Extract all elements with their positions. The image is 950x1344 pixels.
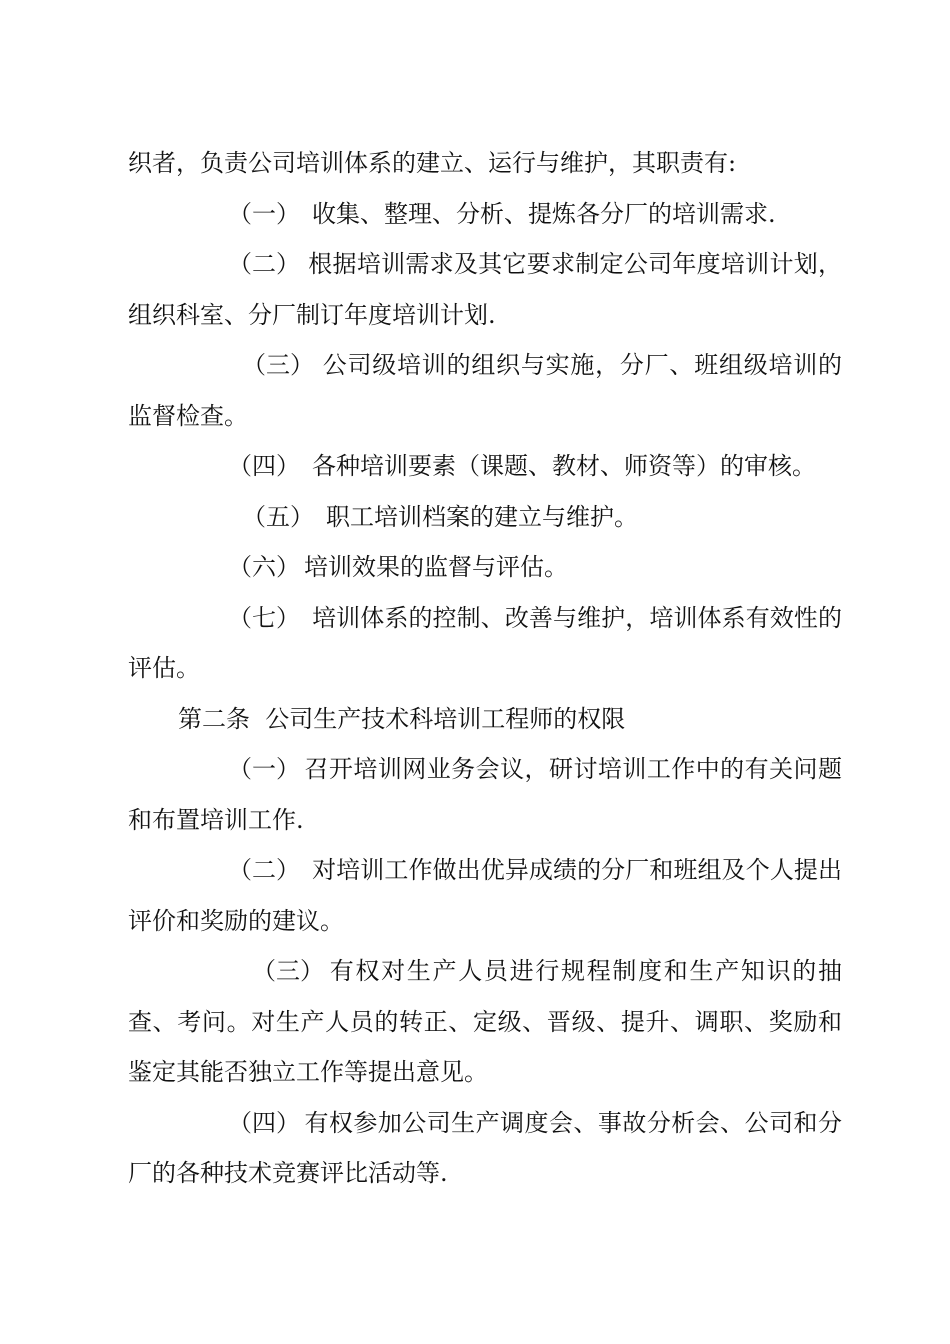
duty-item-6 [128, 542, 842, 593]
duty-item-1 [128, 189, 842, 240]
item-text: 根据培训需求及其它要求制定公司年度培训计划，组织科室、分厂制订年度培训计划. [128, 250, 842, 329]
duty-item-5 [128, 492, 842, 543]
article-heading [128, 694, 842, 745]
authority-item-1 [128, 744, 842, 845]
duty-item-7 [128, 593, 842, 694]
item-marker: （二） [228, 250, 300, 278]
item-text: 各种培训要素（课题、教材、师资等）的审核。 [312, 452, 816, 480]
authority-item-4 [128, 1098, 842, 1199]
item-marker: （四） [228, 452, 300, 480]
document-body [128, 138, 842, 1199]
item-marker: （一） [228, 199, 300, 228]
item-text: 有权对生产人员进行规程制度和生产知识的抽查、考问。对生产人员的转正、定级、晋级、提升、调职、奖励和鉴定其能否独立工作等提出意见。 [128, 957, 842, 1086]
authority-item-2 [128, 845, 842, 946]
article-title: 第二条 公司生产技术科培训工程师的权限 [178, 704, 626, 733]
item-text: 培训效果的监督与评估。 [304, 553, 568, 581]
paragraph-continuation [128, 138, 842, 189]
duty-item-3 [128, 340, 842, 441]
item-text: 有权参加公司生产调度会、事故分析会、公司和分厂的各种技术竞赛评比活动等. [128, 1108, 842, 1187]
item-text: 培训体系的控制、改善与维护，培训体系有效性的评估。 [128, 603, 842, 682]
item-marker: （二） [228, 856, 300, 884]
item-marker: （三） [252, 957, 324, 985]
item-marker: （四） [228, 1108, 300, 1137]
paragraph-text: 织者，负责公司培训体系的建立、运行与维护，其职责有: [128, 149, 737, 177]
item-text: 收集、整理、分析、提炼各分厂的培训需求. [312, 199, 776, 228]
item-marker: （一） [228, 755, 300, 783]
duty-item-2 [128, 239, 842, 340]
item-marker: （六） [228, 553, 300, 581]
duty-item-4 [128, 441, 842, 492]
item-text: 职工培训档案的建立与维护。 [326, 502, 638, 531]
item-text: 召开培训网业务会议，研讨培训工作中的有关问题和布置培训工作. [128, 755, 842, 834]
item-text: 公司级培训的组织与实施，分厂、班组级培训的监督检查。 [128, 351, 842, 430]
item-marker: （七） [228, 603, 300, 632]
item-marker: （五） [242, 502, 314, 531]
item-text: 对培训工作做出优异成绩的分厂和班组及个人提出评价和奖励的建议。 [128, 856, 842, 935]
authority-item-3 [128, 946, 842, 1098]
item-marker: （三） [242, 351, 314, 379]
